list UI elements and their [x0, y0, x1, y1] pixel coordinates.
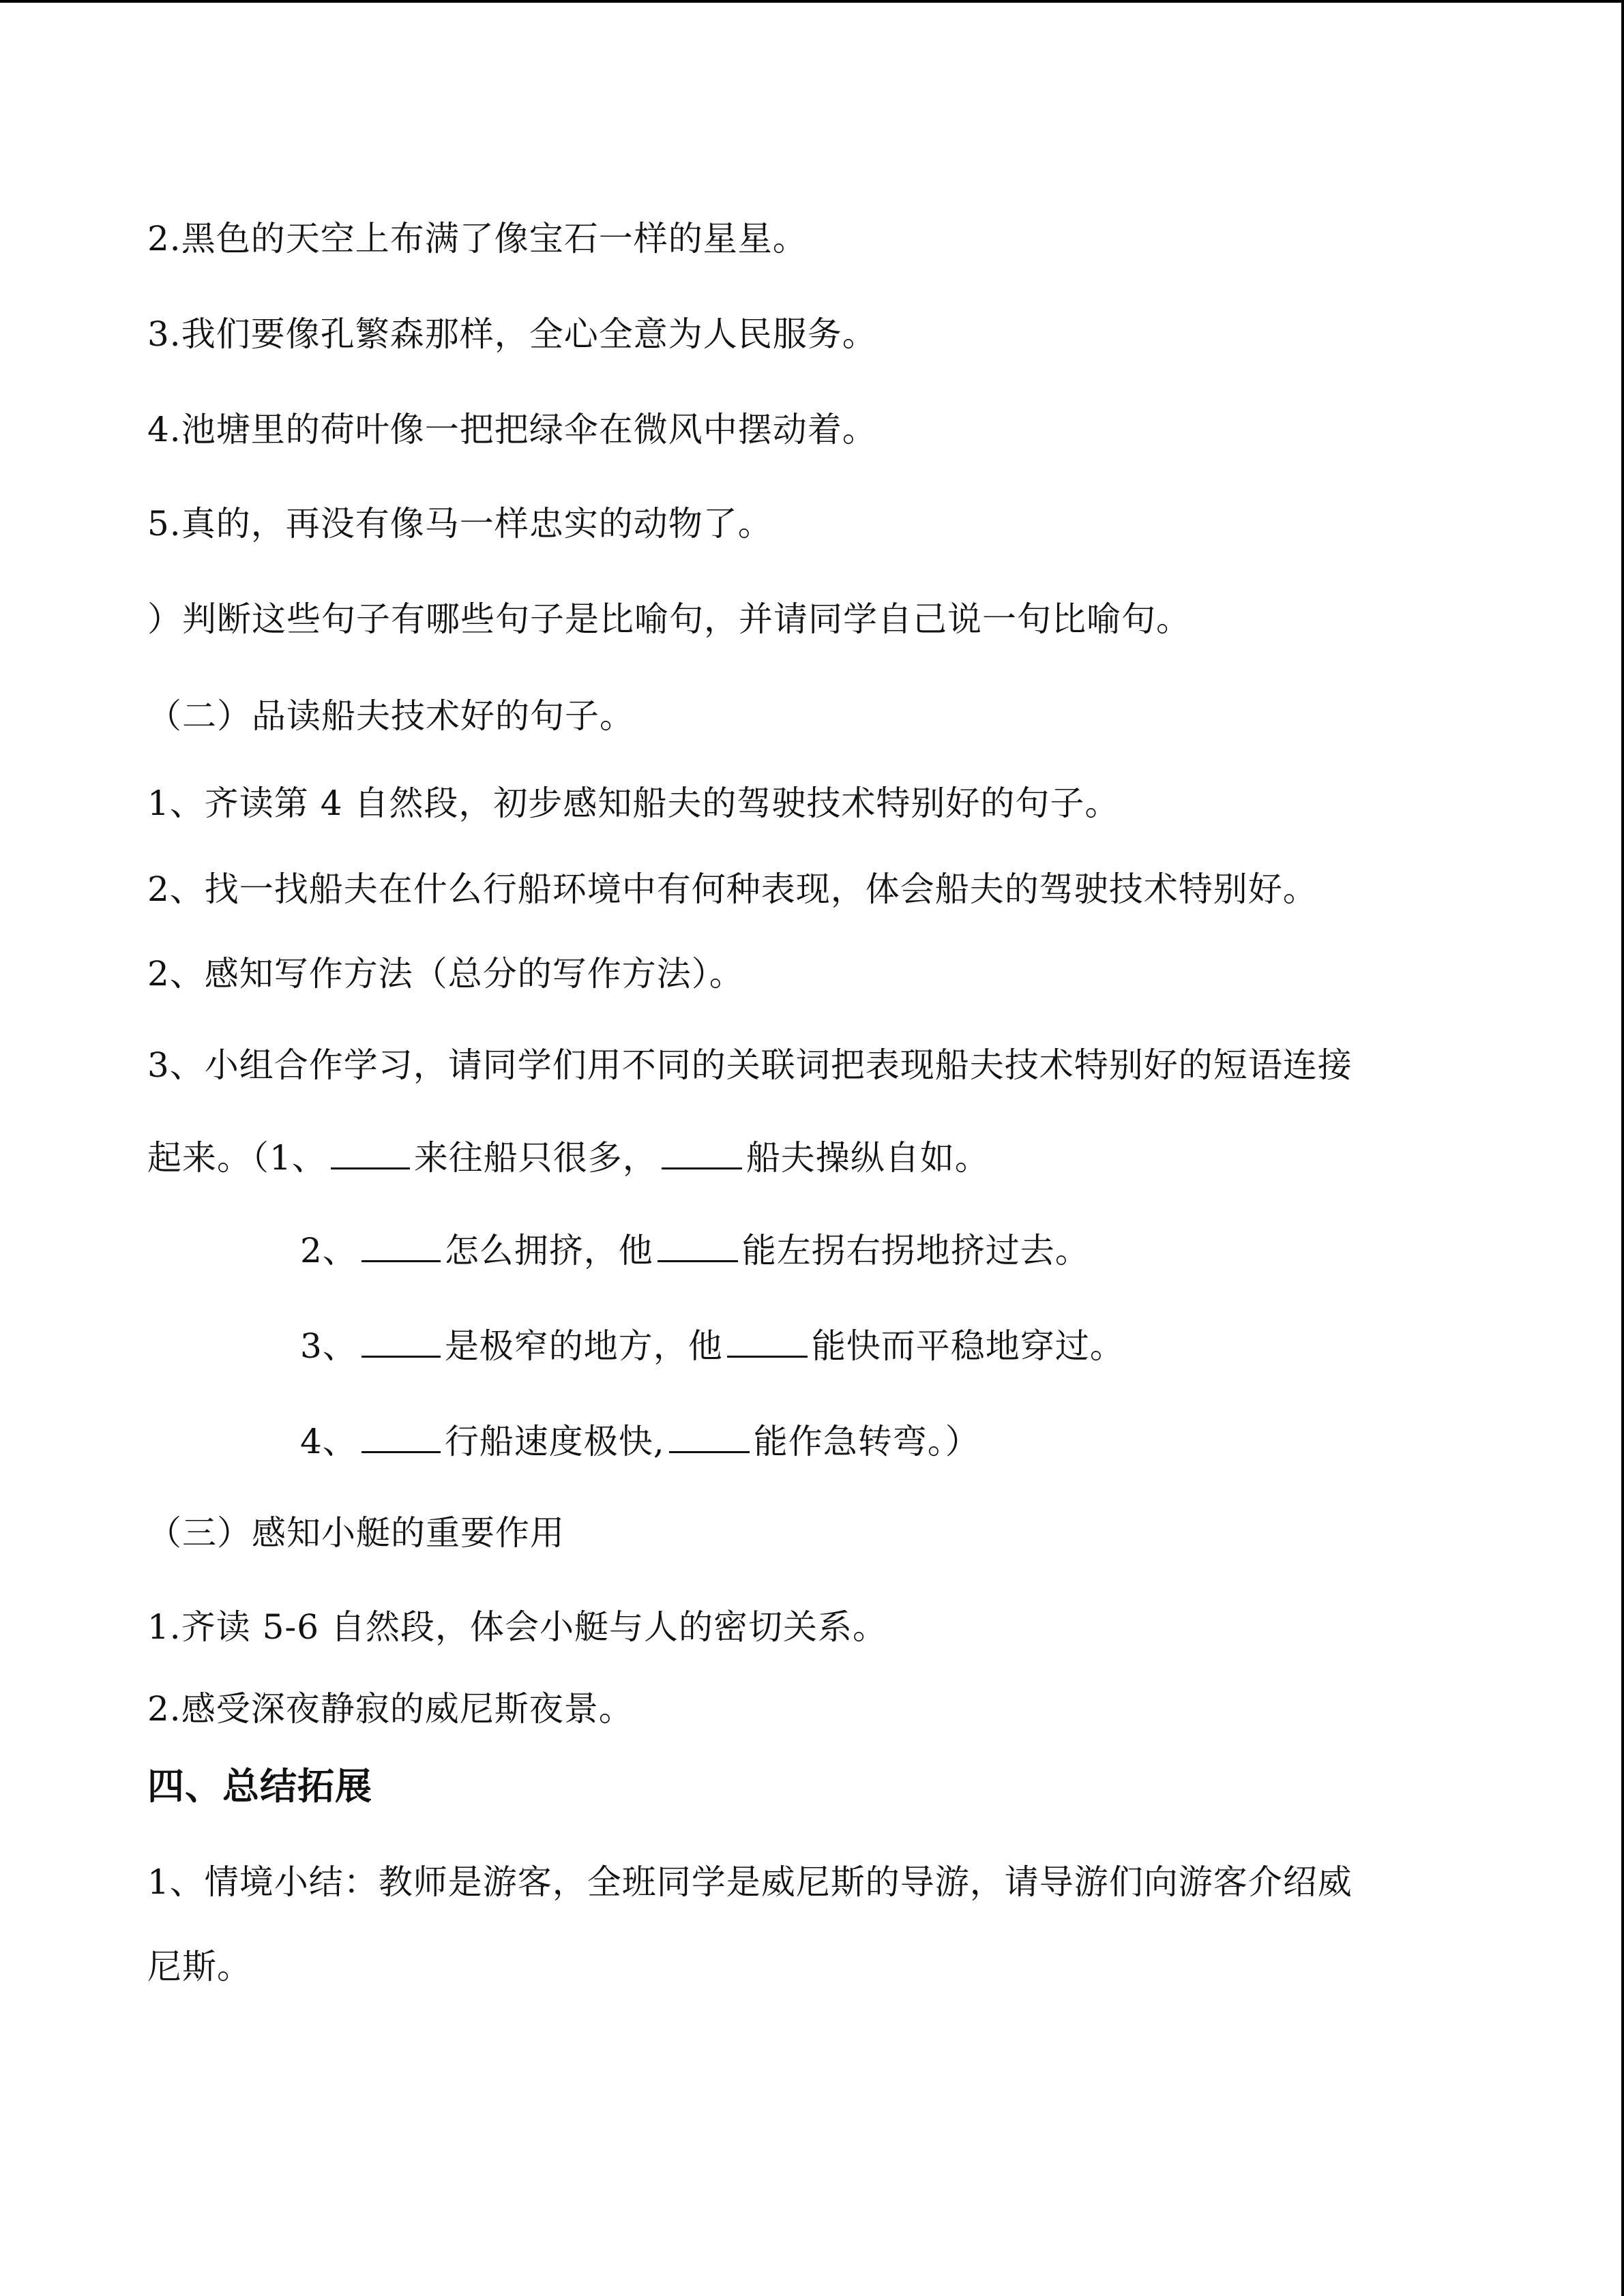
blank-3a[interactable] [361, 1323, 441, 1358]
fill-in-4-prefix: 4、 [300, 1422, 357, 1461]
section-2-title: （二）品读船夫技术好的句子。 [147, 696, 634, 736]
fill-in-2-middle: 怎么拥挤，他 [444, 1231, 653, 1270]
step-2: 2、找一找船夫在什么行船环境中有何种表现，体会船夫的驾驶技术特别好。 [147, 869, 1318, 909]
page-border-right [1621, 0, 1624, 2296]
fill-in-3-prefix: 3、 [300, 1326, 357, 1366]
fill-in-4-suffix: 能作急转弯。） [753, 1422, 980, 1461]
blank-2a[interactable] [361, 1227, 441, 1262]
fill-in-1 [147, 1135, 990, 1178]
section-3-title: （三）感知小艇的重要作用 [147, 1513, 565, 1553]
fill-in-3 [300, 1323, 1125, 1367]
fill-in-2-suffix: 能左拐右拐地挤过去。 [741, 1231, 1090, 1270]
section-4-heading: 四、总结拓展 [147, 1765, 372, 1808]
blank-4b[interactable] [669, 1418, 750, 1453]
blank-3b[interactable] [727, 1323, 808, 1358]
sentence-5: 5.真的，再没有像马一样忠实的动物了。 [147, 504, 773, 543]
page-border-top [0, 0, 1624, 3]
summary-line-1: 1、情境小结：教师是游客，全班同学是威尼斯的导游，请导游们向游客介绍威 [147, 1862, 1353, 1902]
fill-in-3-middle: 是极窄的地方，他 [444, 1326, 723, 1366]
step-3: 3、小组合作学习，请同学们用不同的关联词把表现船夫技术特别好的短语连接 [147, 1045, 1353, 1085]
blank-4a[interactable] [361, 1418, 441, 1453]
step-1: 1、齐读第 4 自然段，初步感知船夫的驾驶技术特别好的句子。 [147, 784, 1120, 823]
step-2b: 2、感知写作方法（总分的写作方法）。 [147, 954, 744, 994]
fill-in-4-middle: 行船速度极快, [444, 1422, 665, 1461]
fill-in-2 [300, 1227, 1090, 1271]
instruction-line: ）判断这些句子有哪些句子是比喻句，并请同学自己说一句比喻句。 [147, 599, 1191, 639]
section-3-step-1: 1.齐读 5-6 自然段，体会小艇与人的密切关系。 [147, 1607, 888, 1647]
sentence-2: 2.黑色的天空上布满了像宝石一样的星星。 [147, 219, 808, 258]
fill-in-4 [300, 1418, 980, 1462]
fill-in-1-middle: 来往船只很多， [413, 1138, 658, 1178]
fill-in-2-prefix: 2、 [300, 1231, 357, 1270]
fill-in-1-suffix: 船夫操纵自如。 [745, 1138, 990, 1178]
blank-2b[interactable] [658, 1227, 738, 1262]
sentence-3: 3.我们要像孔繁森那样，全心全意为人民服务。 [147, 314, 877, 354]
summary-line-2: 尼斯。 [147, 1947, 252, 1986]
section-3-step-2: 2.感受深夜静寂的威尼斯夜景。 [147, 1689, 634, 1729]
sentence-4: 4.池塘里的荷叶像一把把绿伞在微风中摆动着。 [147, 410, 877, 449]
fill-in-3-suffix: 能快而平稳地穿过。 [811, 1326, 1125, 1366]
blank-1b[interactable] [662, 1135, 742, 1169]
fill-in-1-prefix: 起来。（1、 [147, 1138, 327, 1178]
blank-1a[interactable] [331, 1135, 410, 1169]
